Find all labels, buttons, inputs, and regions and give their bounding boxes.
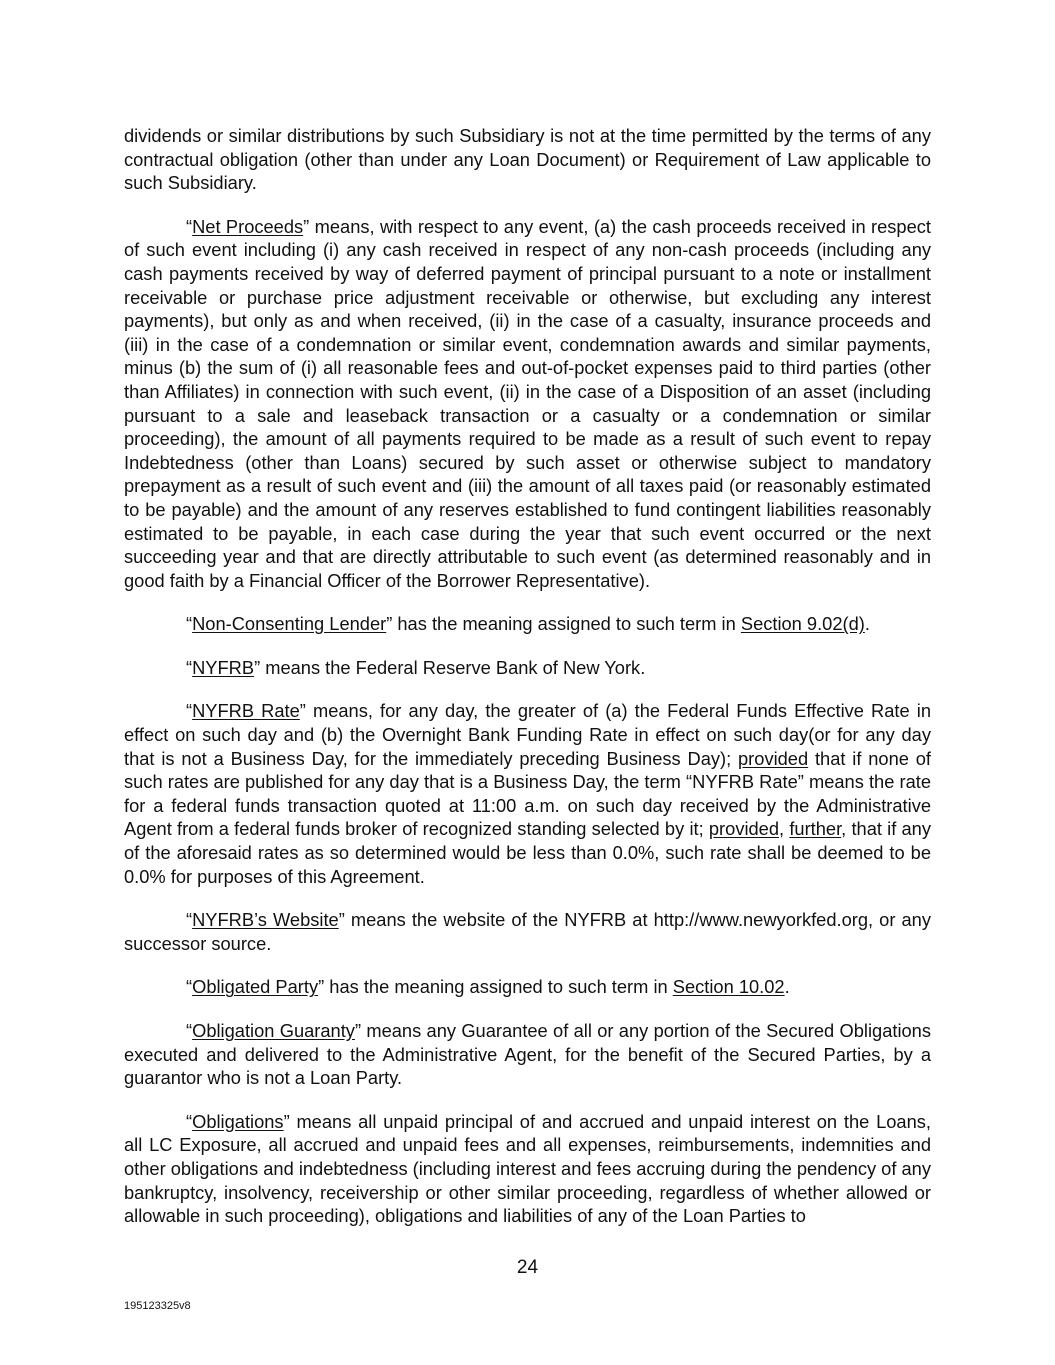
- definition-text-continued: that if none of such rates are published for any day that is a Business Day, the term “NYFRB Rate” means the rate for a federal funds transaction quoted at 11:00 a.m. on such day received by the Administrative Agent from a federal funds broker of recognized standing selected by it;: [124, 747, 932, 840]
- separator-comma: ,: [779, 818, 790, 840]
- close-quote: ”: [318, 976, 325, 998]
- close-quote: ”: [338, 909, 345, 931]
- defined-term: NYFRB: [192, 656, 255, 678]
- section-reference: Section 9.02(d): [740, 613, 865, 635]
- definition-nyfrb-rate: [124, 699, 931, 888]
- close-quote: ”: [254, 656, 261, 678]
- open-quote: “: [186, 1110, 193, 1132]
- proviso-keyword: provided: [738, 747, 809, 769]
- close-quote: ”: [303, 215, 310, 237]
- definition-net-proceeds: [124, 215, 931, 593]
- definition-text-final: , that if any of the aforesaid rates as so determined would be less than 0.0%, such rate shall be deemed to be 0.0% for purposes of this Agreement.: [124, 818, 931, 887]
- definition-tail: .: [784, 976, 790, 998]
- open-quote: “: [186, 1020, 193, 1041]
- defined-term: Obligations: [192, 1110, 284, 1132]
- definition-non-consenting-lender: [124, 612, 931, 636]
- definition-obligated-party: [124, 975, 931, 999]
- defined-term: Net Proceeds: [192, 215, 304, 237]
- definition-text: means, with respect to any event, (a) the cash proceeds received in respect of such event including (i) any cash received in respect of any non-cash proceeds (including any cash payments received by way of deferred payment of principal pursuant to a note or installment receivable or purchase price adjustment receivable or otherwise, but excluding any interest payments), but only as and when received, (ii) in the case of a casualty, insurance proceeds and (iii) in the case of a condemnation or similar event, condemnation awards and similar payments, minus (b) the sum of (i) all reasonable fees and out-of-pocket expenses paid to third parties (other than Affiliates) in connection with such event, (ii) in the case of a Disposition of an asset (including pursuant to a sale and leaseback transaction or a casualty or a condemnation or similar proceeding), the amount of all payments required to be made as a result of such event to repay Indebtedness (other than Loans) secured by such asset or otherwise subject to mandatory prepayment as a result of such event and (iii) the amount of all taxes paid (or reasonably estimated to be payable) and the amount of any reserves established to fund contingent liabilities reasonably estimated to be payable, in each case during the year that such event occurred or the next succeeding year and that are directly attributable to such event (as determined reasonably and in good faith by a Financial Officer of the Borrower Representative).: [124, 215, 931, 591]
- definition-nyfrb: [124, 656, 931, 680]
- open-quote: “: [186, 700, 193, 722]
- definition-obligation-guaranty: [124, 1019, 931, 1090]
- defined-term: Obligation Guaranty: [192, 1020, 355, 1041]
- definition-text: means all unpaid principal of and accrued and unpaid interest on the Loans, all LC Exposure, all accrued and unpaid fees and all expenses, reimbursements, indemnities and other obligations and indebtedness (including interest and fees accruing during the pendency of any bankruptcy, insolvency, receivership or other similar proceeding, regardless of whether allowed or allowable in such proceeding), obligations and liabilities of any of the Loan Parties to: [124, 1110, 931, 1227]
- close-quote: ”: [354, 1020, 362, 1041]
- definition-nyfrb-website: [124, 908, 931, 955]
- definition-obligations: [124, 1110, 931, 1228]
- close-quote: ”: [386, 613, 393, 635]
- definition-text: means the Federal Reserve Bank of New York.: [260, 656, 646, 678]
- open-quote: “: [186, 215, 193, 237]
- close-quote: ”: [299, 700, 306, 722]
- paragraph-text: dividends or similar distributions by such Subsidiary is not at the time permitted by the terms of any contractual obligation (other than under any Loan Document) or Requirement of Law applicable to such Subsidiary.: [124, 125, 931, 194]
- definition-text: has the meaning assigned to such term in: [324, 976, 673, 998]
- paragraph-continuation: [124, 124, 931, 195]
- definition-text: has the meaning assigned to such term in: [392, 613, 741, 635]
- document-body: [124, 124, 931, 1248]
- page-number: 24: [516, 1257, 539, 1278]
- proviso-keyword: provided: [708, 818, 780, 840]
- definition-text: means the website of the NYFRB at http://www.newyorkfed.org, or any successor source.: [124, 909, 931, 954]
- defined-term: NYFRB Rate: [192, 700, 300, 722]
- document-id: 195123325v8: [124, 1300, 191, 1312]
- definition-text: means, for any day, the greater of (a) the Federal Funds Effective Rate in effect on such day and (b) the Overnight Bank Funding Rate in effect on such day(or for any day that is not a Business Day, for the immediately preceding Business Day);: [124, 700, 931, 769]
- section-reference: Section 10.02: [672, 976, 785, 998]
- defined-term: NYFRB’s Website: [192, 909, 339, 931]
- open-quote: “: [186, 656, 193, 678]
- close-quote: ”: [283, 1110, 290, 1132]
- definition-tail: .: [864, 613, 870, 635]
- open-quote: “: [186, 613, 193, 635]
- definition-text: means any Guarantee of all or any portion of the Secured Obligations executed and delivered to the Administrative Agent, for the benefit of the Secured Parties, by a guarantor who is not a Loan Party.: [124, 1020, 931, 1089]
- proviso-keyword-further: further: [789, 818, 842, 840]
- open-quote: “: [186, 909, 193, 931]
- defined-term: Non-Consenting Lender: [192, 613, 387, 635]
- open-quote: “: [186, 976, 193, 998]
- defined-term: Obligated Party: [192, 976, 319, 998]
